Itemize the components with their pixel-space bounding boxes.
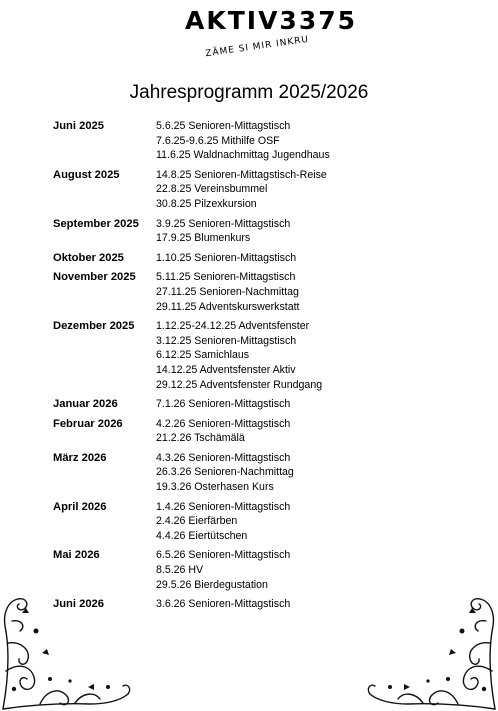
event-entry: 2.4.26 Eierfärben — [156, 515, 238, 528]
event-entry: 29.12.25 Adventsfenster Rundgang — [156, 378, 323, 391]
month-block — [53, 270, 473, 314]
month-name: Dezember 2025 — [53, 320, 135, 333]
event-entry: 1.4.26 Senioren-Mittagstisch — [156, 500, 291, 513]
month-block — [53, 397, 473, 412]
event-list — [156, 500, 290, 544]
event-list — [156, 417, 290, 446]
event-entry: 6.12.25 Samichlaus — [156, 349, 250, 362]
event-entry: 4.2.26 Senioren-Mittagstisch — [156, 417, 291, 430]
event-entry: 5.6.25 Senioren-Mittagstisch — [156, 120, 291, 132]
month-block — [53, 548, 473, 592]
event-list — [156, 168, 327, 212]
month-block — [53, 251, 473, 266]
event-entry: 6.5.26 Senioren-Mittagstisch — [156, 549, 291, 562]
month-block — [53, 417, 473, 446]
event-list — [156, 217, 290, 246]
floral-corner-left-icon — [0, 591, 135, 711]
event-entry: 14.12.25 Adventsfenster Aktiv — [156, 363, 296, 376]
program-list — [53, 119, 473, 617]
event-list — [156, 251, 296, 266]
event-entry: 3.9.25 Senioren-Mittagstisch — [156, 217, 291, 230]
event-entry: 29.11.25 Adventskurswerkstatt — [156, 300, 300, 313]
event-list — [156, 451, 294, 495]
logo-subtitle: ZÄME SI MIR INKRU — [204, 34, 310, 60]
event-entry: 3.12.25 Senioren-Mittagstisch — [156, 334, 297, 347]
event-entry: 21.2.26 Tschämälä — [156, 432, 245, 445]
month-name: November 2025 — [53, 271, 136, 284]
month-block — [53, 217, 473, 246]
event-entry: 19.3.26 Osterhasen Kurs — [156, 481, 274, 494]
month-name: August 2025 — [53, 168, 120, 181]
event-list — [156, 548, 290, 592]
month-block — [53, 500, 473, 544]
event-entry: 27.11.25 Senioren-Nachmittag — [156, 285, 299, 298]
month-block — [53, 168, 473, 212]
month-block — [53, 451, 473, 495]
event-list — [156, 319, 322, 392]
month-name: Oktober 2025 — [53, 251, 124, 264]
page-title: Jahresprogramm 2025/2026 — [129, 82, 369, 103]
month-name: Mai 2026 — [53, 549, 100, 562]
event-entry: 7.6.25-9.6.25 Mithilfe OSF — [156, 134, 280, 147]
event-entry: 26.3.26 Senioren-Nachmittag — [156, 466, 294, 479]
month-name: Januar 2026 — [53, 398, 118, 411]
event-list — [156, 397, 290, 412]
event-entry: 22.8.25 Vereinsbummel — [156, 183, 268, 196]
event-list — [156, 119, 330, 163]
event-entry: 7.1.26 Senioren-Mittagstisch — [156, 398, 291, 411]
month-name: April 2026 — [53, 500, 107, 513]
event-entry: 1.10.25 Senioren-Mittagstisch — [156, 251, 297, 264]
month-name: März 2026 — [53, 451, 107, 464]
event-list — [156, 597, 290, 612]
event-entry: 5.11.25 Senioren-Mittagstisch — [156, 271, 296, 284]
month-name: Juni 2025 — [53, 120, 104, 132]
event-entry: 8.5.26 HV — [156, 564, 204, 577]
floral-corner-right-icon — [363, 591, 498, 711]
event-entry: 4.4.26 Eiertütschen — [156, 529, 248, 542]
logo-title: AKTIV3375 — [185, 6, 358, 35]
event-entry: 14.8.25 Senioren-Mittagstisch-Reise — [156, 168, 327, 181]
event-entry: 17.9.25 Blumenkurs — [156, 232, 251, 245]
month-block — [53, 319, 473, 392]
event-entry: 11.6.25 Waldnachmittag Jugendhaus — [156, 149, 330, 162]
month-block — [53, 119, 473, 163]
event-entry: 1.12.25-24.12.25 Adventsfenster — [156, 320, 310, 333]
month-name: Juni 2026 — [53, 598, 104, 611]
event-entry: 30.8.25 Pilzexkursion — [156, 197, 257, 210]
month-name: Februar 2026 — [53, 417, 123, 430]
event-entry: 3.6.26 Senioren-Mittagstisch — [156, 598, 291, 611]
event-entry: 4.3.26 Senioren-Mittagstisch — [156, 451, 291, 464]
event-entry: 29.5.26 Bierdegustation — [156, 578, 268, 591]
event-list — [156, 270, 300, 314]
month-name: September 2025 — [53, 217, 139, 230]
